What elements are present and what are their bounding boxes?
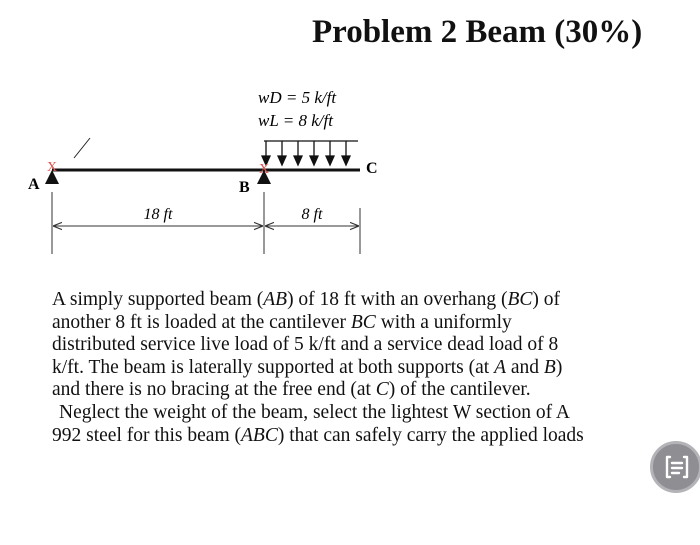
dim-label-bc: 8 ft	[301, 206, 323, 223]
dim-label-ab: 18 ft	[143, 206, 173, 223]
beam-diagram	[0, 80, 700, 280]
label-b: B	[239, 179, 250, 196]
problem-line: Neglect the weight of the beam, select the lightest W section of A	[59, 401, 571, 423]
label-c: C	[366, 160, 378, 177]
load-arrow-head	[326, 156, 334, 165]
load-arrow-head	[342, 156, 350, 165]
load-arrow-head	[294, 156, 302, 165]
problem-line: distributed service live load of 5 k/ft and a service dead load of 8	[52, 334, 559, 356]
problem-line: 992 steel for this beam (ABC) that can safely carry the applied loads	[52, 424, 584, 446]
support-a-marker: X	[47, 160, 58, 175]
live-load-label: wL = 8 k/ft	[258, 111, 333, 130]
label-a: A	[28, 176, 40, 193]
support-b-marker: X	[259, 162, 270, 177]
reader-mode-icon	[663, 453, 691, 481]
problem-statement	[52, 289, 642, 447]
problem-line: and there is no bracing at the free end (at C) of the cantilever.	[52, 379, 531, 401]
problem-line: another 8 ft is loaded at the cantilever BC with a uniformly	[52, 311, 512, 333]
load-arrow-head	[278, 156, 286, 165]
problem-line: A simply supported beam (AB) of 18 ft with an overhang (BC) of	[52, 289, 561, 310]
pointer-line	[74, 138, 90, 158]
dead-load-label: wD = 5 k/ft	[258, 88, 337, 107]
problem-line: k/ft. The beam is laterally supported at both supports (at A and B)	[52, 356, 563, 378]
page-title: Problem 2 Beam (30%)	[312, 14, 643, 50]
distributed-load	[262, 141, 358, 165]
reader-mode-button[interactable]	[650, 441, 700, 493]
load-arrow-head	[310, 156, 318, 165]
